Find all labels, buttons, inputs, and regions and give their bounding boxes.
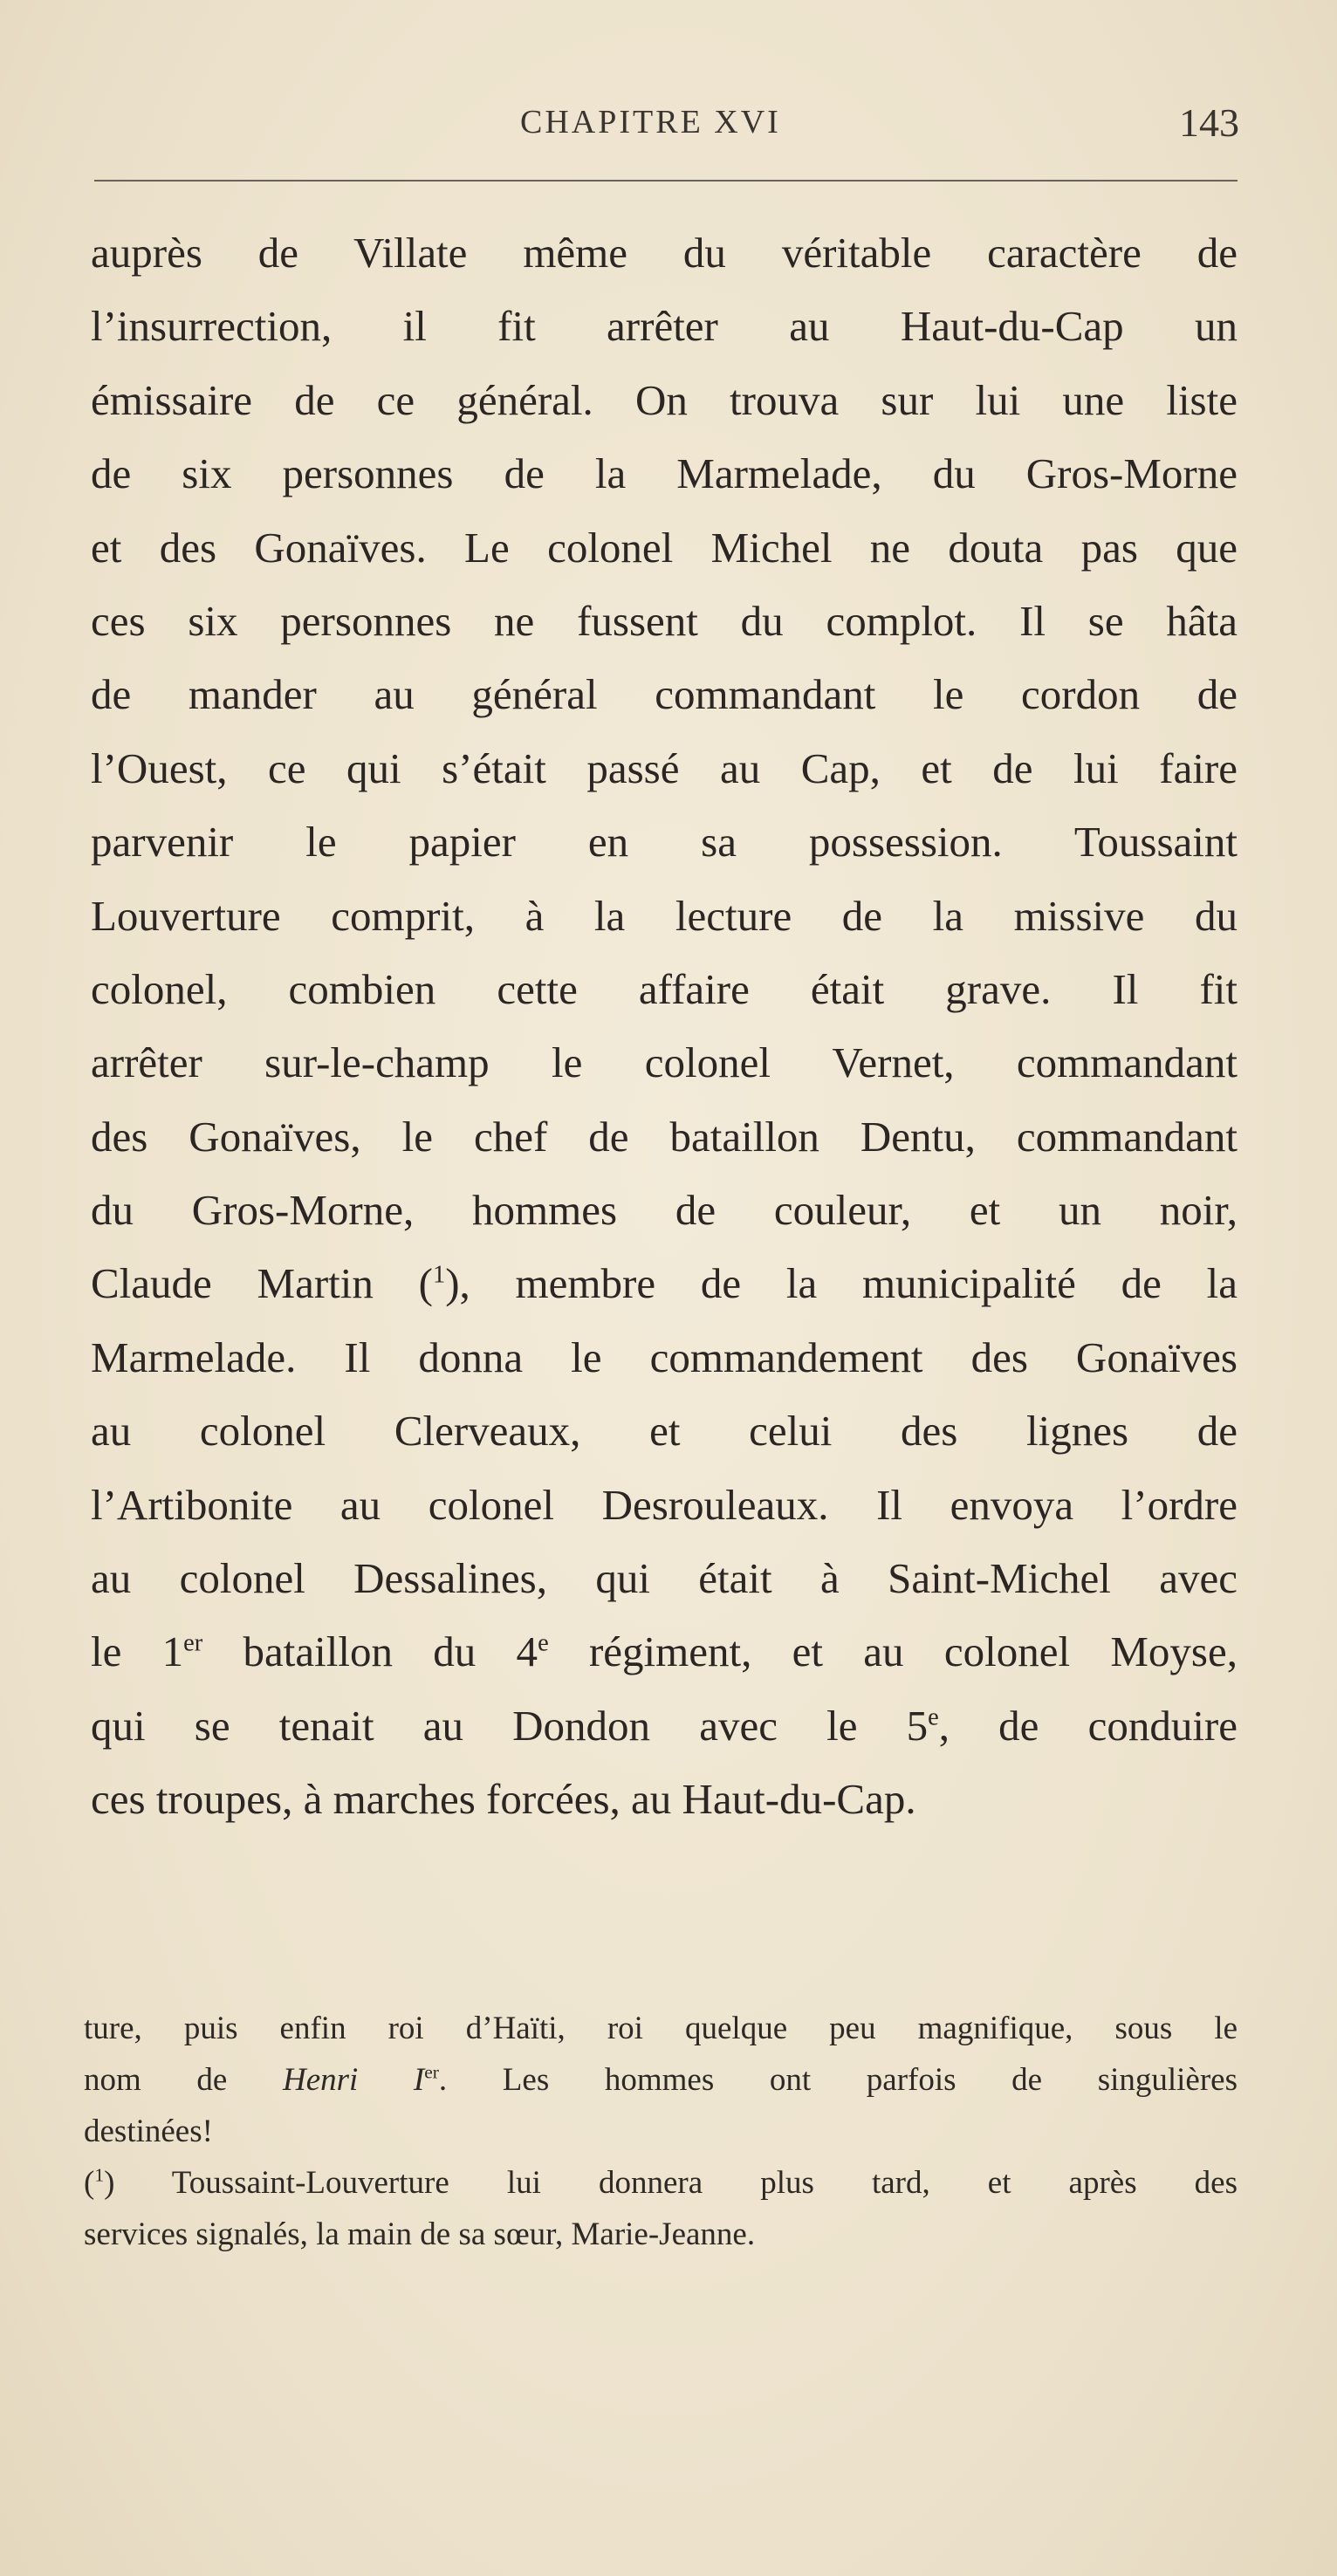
footnote-1: ($^1$) Toussaint-Louverture lui donnera plus tard, et après des	[84, 2164, 1238, 2201]
header-rule	[94, 180, 1238, 182]
footnote-marker: 1	[94, 2164, 105, 2186]
text-segment: . Les hommes ont parfois de singulières	[438, 2062, 1238, 2098]
text-line: auprès de Villate même du véritable caractère de	[91, 229, 1238, 277]
text-line: des Gonaïves, le chef de bataillon Dentu, commandant	[91, 1112, 1238, 1161]
footnotes	[84, 2003, 1238, 2260]
text-segment: le 1	[91, 1627, 184, 1676]
text-line: au colonel Clerveaux, et celui des lignes de	[91, 1407, 1238, 1456]
text-line: du Gros-Morne, hommes de couleur, et un noir,	[91, 1186, 1238, 1235]
ordinal-suffix: e	[928, 1703, 939, 1731]
text-line: colonel, combien cette affaire était grave. Il fit	[91, 964, 1238, 1013]
text-line: au colonel Dessalines, qui était à Saint-Michel avec	[91, 1554, 1238, 1603]
text-line: arrêter sur-le-champ le colonel Vernet, commandant	[91, 1038, 1238, 1087]
text-line: l’Artibonite au colonel Desrouleaux. Il envoya l’ordre	[91, 1480, 1238, 1529]
text-line: ces troupes, à marches forcées, au Haut-du-Cap.	[91, 1775, 916, 1824]
text-segment: bataillon du 4	[202, 1627, 538, 1676]
ordinal-suffix: er	[183, 1630, 203, 1658]
text-segment: Claude Martin (	[91, 1259, 433, 1308]
text-line-footnote-ref	[91, 1247, 1238, 1320]
text-segment: , de conduire	[938, 1701, 1238, 1750]
main-text	[91, 216, 1238, 1837]
text-segment: ) Toussaint-Louverture lui donnera plus tard, et après des	[104, 2165, 1238, 2201]
text-line: l’Ouest, ce qui s’était passé au Cap, et de lui faire	[91, 743, 1238, 792]
text-line: Marmelade. Il donna le commandement des Gonaïves	[91, 1333, 1238, 1381]
ordinal-suffix: e	[538, 1630, 549, 1658]
text-line: ces six personnes ne fussent du complot. Il se hâta	[91, 596, 1238, 645]
note-line: ture, puis enfin roi d’Haïti, roi quelque peu magnifique, sous le	[84, 2011, 1238, 2046]
running-title: CHAPITRE XVI	[520, 104, 781, 140]
page-number: 143	[1179, 100, 1239, 145]
footnote-ref: 1	[433, 1262, 446, 1290]
text-segment: qui se tenait au Dondon avec le 5	[91, 1701, 929, 1750]
text-line	[91, 1689, 1238, 1763]
note-line: destinées!	[84, 2114, 213, 2149]
text-line: et des Gonaïves. Le colonel Michel ne douta pas que	[91, 523, 1238, 572]
ordinal-suffix: er	[424, 2061, 439, 2083]
text-line	[91, 1615, 1238, 1689]
text-segment: ), membre de la municipalité de la	[445, 1259, 1238, 1308]
text-line: Louverture comprit, à la lecture de la missive du	[91, 891, 1238, 940]
text-segment: nom de	[84, 2062, 283, 2098]
text-line: émissaire de ce général. On trouva sur lui une liste	[91, 375, 1238, 424]
text-line: parvenir le papier en sa possession. Toussaint	[91, 818, 1238, 867]
page-header	[94, 98, 1239, 159]
king-name: Henri I	[282, 2062, 425, 2098]
note-line	[84, 2054, 1238, 2106]
text-segment: régiment, et au colonel Moyse,	[548, 1627, 1238, 1676]
text-line: de mander au général commandant le cordon de	[91, 670, 1238, 719]
text-line: l’insurrection, il fit arrêter au Haut-du-Cap un	[91, 302, 1238, 351]
text-line: de six personnes de la Marmelade, du Gros-Morne	[91, 449, 1238, 498]
note-line: services signalés, la main de sa sœur, Marie-Jeanne.	[84, 2216, 756, 2252]
